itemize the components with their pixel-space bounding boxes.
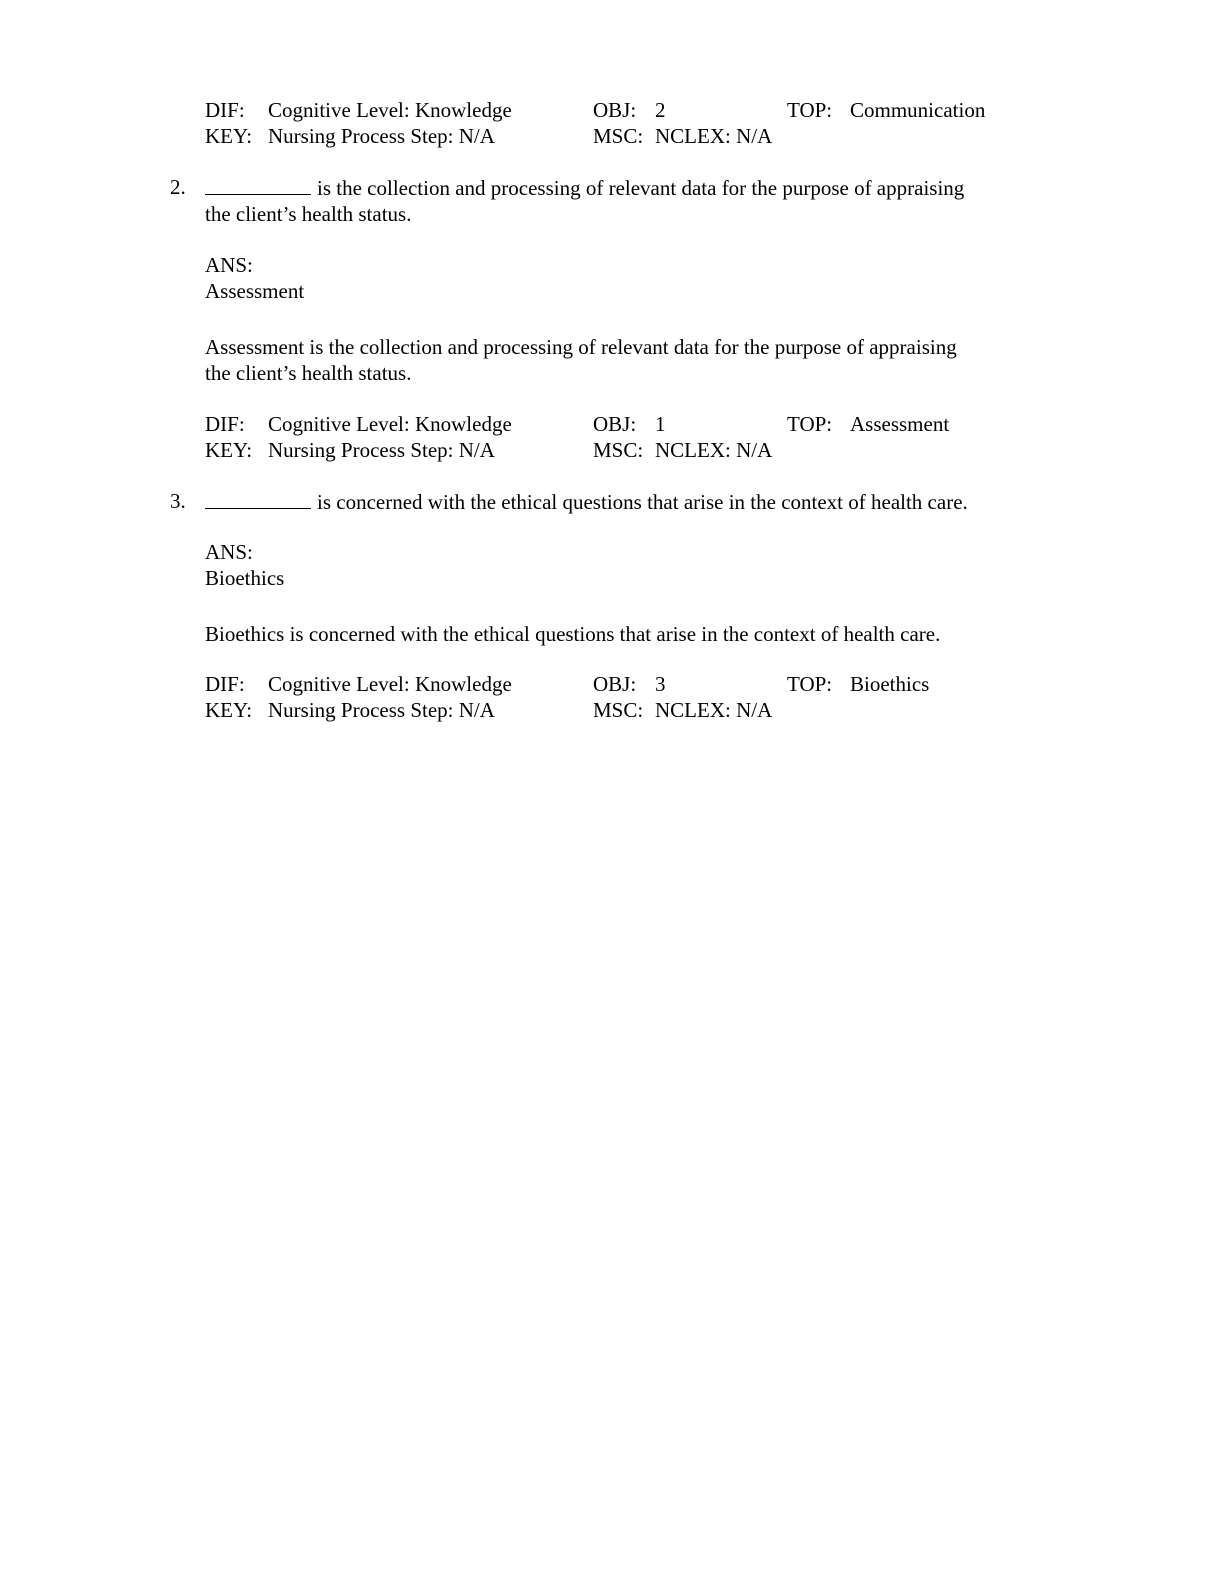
dif-value: Cognitive Level: Knowledge: [268, 98, 512, 122]
answer-text: Bioethics: [205, 566, 285, 590]
ans-label: ANS:: [205, 540, 253, 564]
dif-label: DIF:: [205, 672, 245, 696]
obj-value: 1: [655, 412, 666, 436]
stem-line: is the collection and processing of relevant data for the purpose of appraising: [317, 176, 965, 200]
obj-value: 3: [655, 672, 666, 696]
question-number: 3.: [170, 489, 186, 513]
top-label: TOP:: [787, 412, 833, 436]
question-stem: [205, 488, 1065, 515]
dif-label: DIF:: [205, 98, 245, 122]
rationale-line: Assessment is the collection and processing of relevant data for the purpose of appraising: [205, 335, 957, 359]
key-value: Nursing Process Step: N/A: [268, 698, 495, 722]
top-label: TOP:: [787, 98, 833, 122]
obj-label: OBJ:: [593, 672, 637, 696]
top-label: TOP:: [787, 672, 833, 696]
question-number: 2.: [170, 175, 186, 199]
msc-value: NCLEX: N/A: [655, 124, 773, 148]
obj-label: OBJ:: [593, 98, 637, 122]
top-value: Communication: [850, 98, 986, 122]
key-label: KEY:: [205, 124, 253, 148]
obj-value: 2: [655, 98, 666, 122]
dif-value: Cognitive Level: Knowledge: [268, 412, 512, 436]
key-label: KEY:: [205, 698, 253, 722]
msc-label: MSC:: [593, 124, 644, 148]
rationale: [205, 334, 1065, 386]
question-stem: [205, 174, 1065, 227]
rationale-line: the client’s health status.: [205, 361, 412, 385]
answer-blank: [205, 174, 311, 195]
question-metadata: [205, 411, 1025, 463]
obj-label: OBJ:: [593, 412, 637, 436]
question-metadata: [205, 671, 1025, 723]
rationale-line: Bioethics is concerned with the ethical questions that arise in the context of health care.: [205, 622, 941, 646]
top-value: Bioethics: [850, 672, 930, 696]
answer-text: Assessment: [205, 279, 305, 303]
msc-label: MSC:: [593, 698, 644, 722]
ans-label: ANS:: [205, 253, 253, 277]
top-value: Assessment: [850, 412, 950, 436]
dif-value: Cognitive Level: Knowledge: [268, 672, 512, 696]
question-metadata: [205, 97, 1025, 149]
stem-line: the client’s health status.: [205, 202, 412, 226]
answer-block: [205, 252, 1065, 304]
rationale: [205, 621, 1065, 647]
key-value: Nursing Process Step: N/A: [268, 124, 495, 148]
msc-label: MSC:: [593, 438, 644, 462]
msc-value: NCLEX: N/A: [655, 438, 773, 462]
answer-blank: [205, 488, 311, 509]
key-label: KEY:: [205, 438, 253, 462]
dif-label: DIF:: [205, 412, 245, 436]
stem-line: is concerned with the ethical questions that arise in the context of health care.: [317, 490, 968, 514]
key-value: Nursing Process Step: N/A: [268, 438, 495, 462]
msc-value: NCLEX: N/A: [655, 698, 773, 722]
answer-block: [205, 539, 1065, 591]
